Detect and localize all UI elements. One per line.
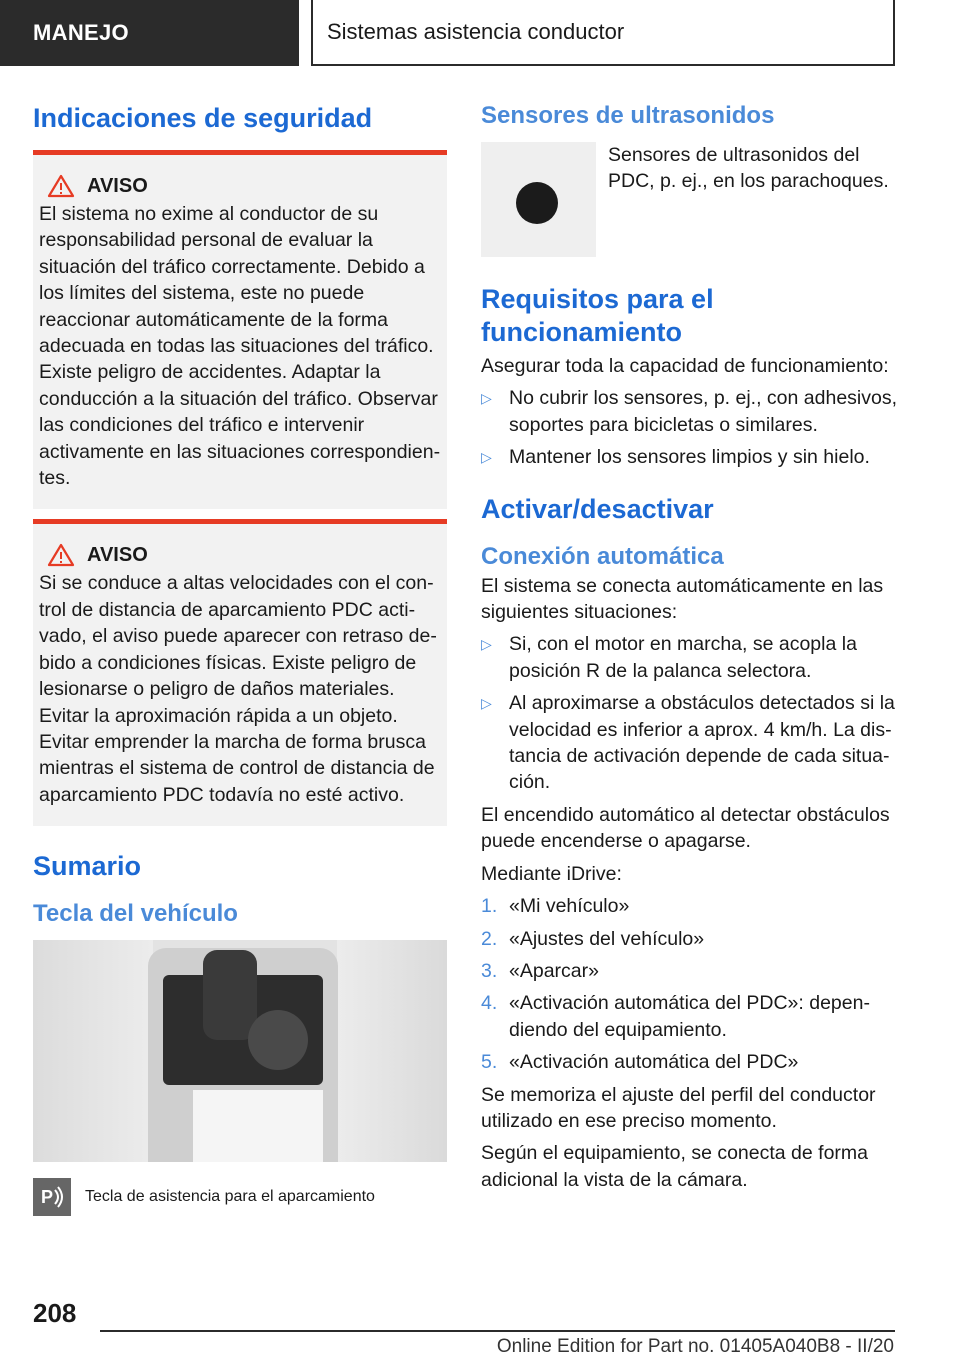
warning-triangle-icon bbox=[43, 542, 79, 568]
auto-list bbox=[481, 631, 901, 795]
memo-text: Se memoriza el ajuste del perfil del conductor utilizado en ese preciso momento. bbox=[481, 1083, 876, 1132]
triangle-bullet-icon: ▷ bbox=[481, 390, 492, 407]
edition-text: Online Edition for Part no. 01405A040B8 - II/20 bbox=[496, 1336, 894, 1357]
list-item: ▷ Al aproximarse a obstáculos detectados si la velocidad es inferior a aprox. 4 km/h. La distancia de activación depende de cada situación. bbox=[481, 692, 895, 794]
sensor-image bbox=[481, 142, 596, 257]
idrive-intro: Mediante iDrive: bbox=[481, 862, 622, 885]
list-item: 1. «Mi vehículo» bbox=[481, 895, 630, 918]
auto-intro: El sistema se conecta automáticamente en las siguientes situaciones: bbox=[481, 574, 884, 624]
requirements-intro: Asegurar toda la capacidad de funcionamiento: bbox=[481, 355, 889, 377]
svg-text:P: P bbox=[41, 1187, 54, 1208]
requirements-list bbox=[481, 385, 901, 470]
triangle-bullet-icon: ▷ bbox=[481, 636, 492, 653]
list-item: 2. «Ajustes del vehículo» bbox=[481, 927, 705, 950]
chapter-tab[interactable]: MANEJO bbox=[0, 0, 299, 66]
summary-heading: Sumario bbox=[33, 851, 142, 882]
left-column bbox=[33, 100, 447, 1216]
auto-heading: Conexión automática bbox=[481, 542, 724, 570]
vehicle-key-heading: Tecla del vehículo bbox=[33, 900, 238, 928]
center-console-image bbox=[33, 940, 447, 1162]
warning-triangle-icon bbox=[43, 173, 79, 199]
triangle-bullet-icon: ▷ bbox=[481, 449, 492, 466]
auto-note: El encendido automático al detectar obstáculos puede encenderse o apagarse. bbox=[481, 803, 890, 853]
caption-text: Tecla de asistencia para el aparcamiento bbox=[85, 1188, 375, 1206]
list-item: ▷ Mantener los sensores limpios y sin hielo. bbox=[481, 444, 901, 470]
warning-box-1 bbox=[33, 150, 447, 509]
right-column bbox=[481, 100, 901, 1193]
warning-text: Si se conduce a altas velocidades con el control de distancia de aparcamiento PDC activado, el aviso puede aparecer con retraso debido a condiciones físicas. Existe peligro de lesionarse o peligro de daños materiales. Evitar la aproximación rápida a un objeto. Evitar emprender la marcha de forma brusca mientras el sistema de control de distancia de aparcamiento PDC todavía no esté activo. bbox=[39, 572, 437, 806]
footer-divider bbox=[100, 1330, 895, 1332]
warning-text: El sistema no exime al conductor de su responsabilidad personal de evaluar la situación del tráfico correctamente. Debido a los límites del sistema, este no puede reaccionar automáticamente de la forma adecuada en todas las situaciones del tráfico. Existe peligro de accidentes. Adaptar la conducción a la situación del tráfico. Observar las condiciones del tráfico e intervenir activamente en las situaciones correspondientes. bbox=[39, 203, 441, 490]
activate-heading: Activar/desactivar bbox=[481, 493, 714, 524]
requirements-heading: Requisitos para el funcionamiento bbox=[481, 284, 714, 347]
list-item: ▷ No cubrir los sensores, p. ej., con adhesivos, soportes para bicicletas o similares. bbox=[481, 387, 898, 436]
warning-title: AVISO bbox=[87, 543, 148, 566]
triangle-bullet-icon: ▷ bbox=[481, 695, 492, 712]
page-number: 208 bbox=[33, 1298, 77, 1328]
list-item: ▷ Si, con el motor en marcha, se acopla la posición R de la palanca selectora. bbox=[481, 633, 857, 682]
parking-assist-icon bbox=[33, 1178, 71, 1216]
page-header bbox=[0, 0, 960, 66]
list-item: 3. «Aparcar» bbox=[481, 959, 599, 982]
camera-text: Según el equipamiento, se conecta de forma adicional la vista de la cámara. bbox=[481, 1142, 869, 1191]
section-tab[interactable]: Sistemas asistencia conductor bbox=[311, 0, 895, 66]
idrive-steps bbox=[481, 893, 901, 1075]
list-item: 5. «Activación automática del PDC» bbox=[481, 1051, 799, 1074]
warning-title: AVISO bbox=[87, 174, 148, 197]
sensors-heading: Sensores de ultrasonidos bbox=[481, 102, 775, 129]
sensors-text: Sensores de ultrasonidos del PDC, p. ej., en los parachoques. bbox=[608, 144, 889, 193]
safety-heading: Indicaciones de seguridad bbox=[33, 103, 373, 133]
warning-box-2 bbox=[33, 519, 447, 826]
image-caption bbox=[33, 1178, 447, 1216]
list-item: 4. «Activación automática del PDC»: dependiendo del equipamiento. bbox=[481, 992, 870, 1041]
